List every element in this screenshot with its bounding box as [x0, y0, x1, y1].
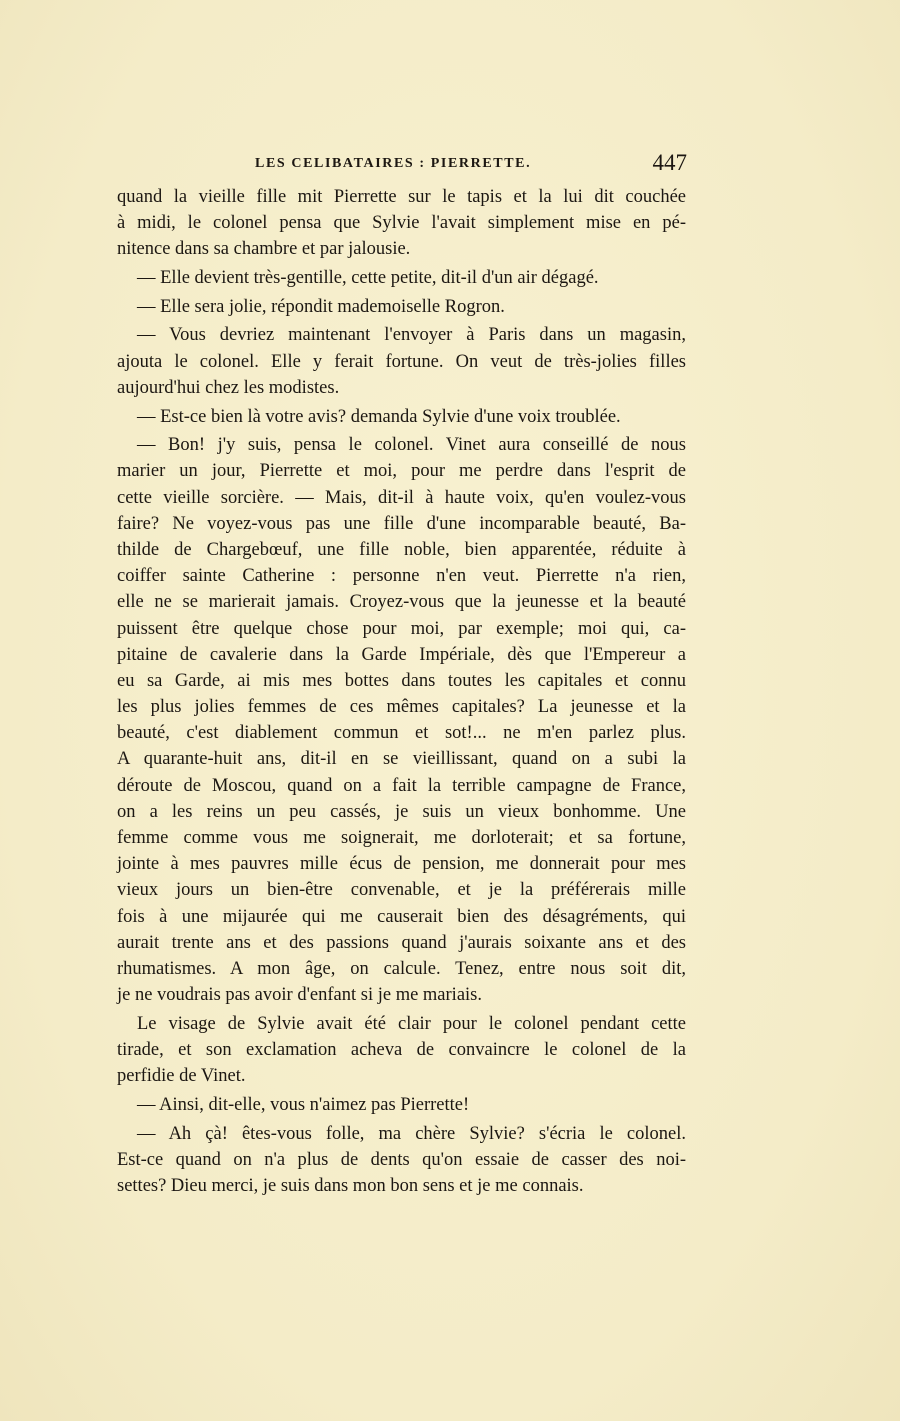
text-line: nitence dans sa chambre et par jalousie.: [117, 239, 411, 260]
text-line: perfidie de Vinet.: [117, 1066, 246, 1087]
text-line: Est-ce quand on n'a plus de dents qu'on essaie de casser des noi-: [117, 1149, 686, 1170]
paragraph: [117, 294, 686, 320]
paragraph: [117, 1011, 686, 1090]
text-line: settes? Dieu merci, je suis dans mon bon sens et je me connais.: [117, 1175, 584, 1196]
text-line: rhumatismes. A mon âge, on calcule. Tenez, entre nous soit dit,: [117, 958, 686, 979]
text-line: — Bon! j'y suis, pensa le colonel. Vinet aura conseillé de nous: [137, 435, 686, 456]
paragraph: [117, 404, 686, 430]
paragraph: [117, 265, 686, 291]
paragraph: [117, 1092, 686, 1118]
text-line: — Elle sera jolie, répondit mademoiselle Rogron.: [137, 296, 505, 317]
text-line: A quarante-huit ans, dit-il en se vieillissant, quand on a subi la: [117, 749, 686, 770]
page-number: 447: [652, 150, 687, 175]
text-line: thilde de Chargebœuf, une fille noble, bien apparentée, réduite à: [117, 539, 686, 560]
text-line: — Est-ce bien là votre avis? demanda Sylvie d'une voix troublée.: [137, 406, 621, 427]
text-line: femme comme vous me soignerait, me dorloterait; et sa fortune,: [117, 828, 686, 848]
text-line: — Ainsi, dit-elle, vous n'aimez pas Pierrette!: [137, 1094, 470, 1115]
paragraph: [117, 184, 686, 263]
text-line: tirade, et son exclamation acheva de convaincre le colonel de la: [117, 1040, 686, 1060]
text-line: les plus jolies femmes de ces mêmes capitales? La jeunesse et la: [117, 697, 686, 718]
paragraph: [117, 432, 686, 1008]
text-line: cette vieille sorcière. — Mais, dit-il à haute voix, qu'en voulez-vous: [117, 487, 686, 508]
text-line: — Elle devient très-gentille, cette petite, dit-il d'un air dégagé.: [137, 268, 599, 289]
text-line: vieux jours un bien-être convenable, et je la préférerais mille: [117, 880, 686, 901]
text-line: — Ah çà! êtes-vous folle, ma chère Sylvie? s'écria le colonel.: [137, 1123, 686, 1144]
running-title: LES CELIBATAIRES : PIERRETTE.: [255, 156, 532, 171]
text-line: à midi, le colonel pensa que Sylvie l'avait simplement mise en pé-: [117, 213, 686, 234]
text-line: marier un jour, Pierrette et moi, pour me perdre dans l'esprit de: [117, 461, 686, 482]
text-line: elle ne se marierait jamais. Croyez-vous que la jeunesse et la beauté: [117, 592, 686, 613]
text-line: pitaine de cavalerie dans la Garde Impériale, dès que l'Empereur a: [117, 644, 686, 665]
text-line: je ne voudrais pas avoir d'enfant si je me mariais.: [117, 985, 482, 1006]
text-line: ajouta le colonel. Elle y ferait fortune. On veut de très-jolies filles: [117, 351, 686, 372]
text-line: fois à une mijaurée qui me causerait bien des désagréments, qui: [117, 906, 686, 927]
text-line: jointe à mes pauvres mille écus de pension, me donnerait pour mes: [117, 854, 686, 875]
body-text: [117, 184, 686, 1202]
page-header: [117, 150, 687, 180]
text-line: eu sa Garde, ai mis mes bottes dans toutes les capitales et connu: [117, 670, 686, 691]
text-line: faire? Ne voyez-vous pas une fille d'une incomparable beauté, Ba-: [117, 513, 686, 534]
text-line: on a les reins un peu cassés, je suis un vieux bonhomme. Une: [117, 801, 686, 822]
paragraph: [117, 1121, 686, 1200]
text-line: aujourd'hui chez les modistes.: [117, 377, 340, 398]
text-line: Le visage de Sylvie avait été clair pour le colonel pendant cette: [137, 1013, 686, 1034]
text-line: — Vous devriez maintenant l'envoyer à Paris dans un magasin,: [137, 325, 686, 346]
text-line: aurait trente ans et des passions quand j'aurais soixante ans et des: [117, 932, 686, 953]
text-line: déroute de Moscou, quand on a fait la terrible campagne de France,: [117, 775, 686, 796]
text-line: coiffer sainte Catherine : personne n'en veut. Pierrette n'a rien,: [117, 566, 686, 587]
text-line: puissent être quelque chose pour moi, par exemple; moi qui, ca-: [117, 618, 686, 639]
text-line: quand la vieille fille mit Pierrette sur le tapis et la lui dit couchée: [117, 187, 686, 207]
paragraph: [117, 322, 686, 401]
text-line: beauté, c'est diablement commun et sot!... ne m'en parlez plus.: [117, 723, 686, 744]
